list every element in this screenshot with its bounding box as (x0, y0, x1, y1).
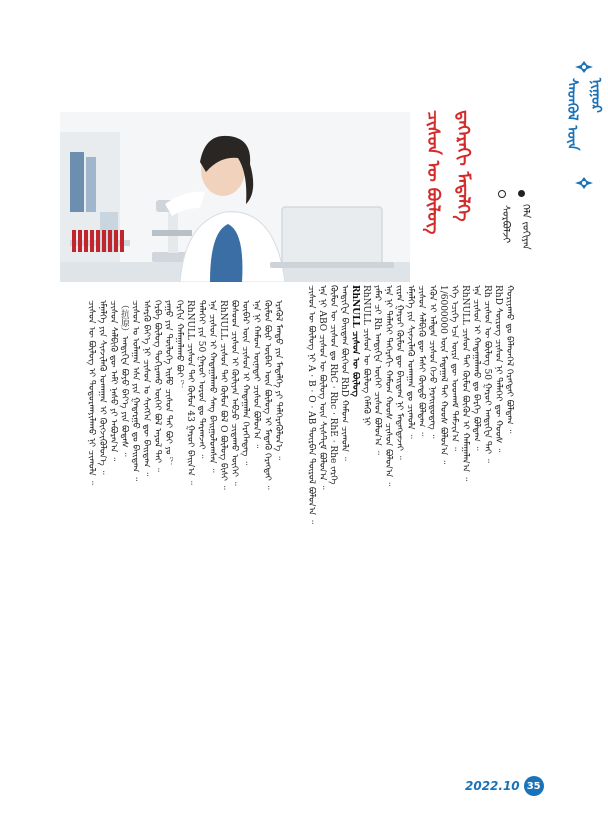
page-footer (465, 775, 545, 797)
text-line: ᠡᠭᠦᠨ ᠢ ᠠᠯᠲᠠᠨ ᠴᠢᠰᠤᠨ ᠭᠡᠵᠦ ᠨᠡᠷᠡᠢᠳᠦᠳᠡᠭ ᠃ (427, 285, 437, 439)
text-line: ᠴᠢᠰᠤᠨ ᠤ ᠤᠯᠠᠭᠠᠨ ᠡᠰᠡ ᠶᠢᠨ ᠭᠠᠳᠠᠷᠭᠤ ᠳᠤ ᠪᠠᠢᠳᠠᠭ ᠃ (130, 300, 140, 481)
text-line: RhNULL ᠴᠢᠰᠤᠨ ᠲᠠᠢ ᠬᠦᠮᠦᠨ ᠪᠣᠯ O ᠪᠦᠯᠦᠭ ᠪᠢᠰᠢ ᠃ (218, 300, 228, 490)
filled-circle-icon (518, 190, 525, 197)
ornament-icon (574, 176, 594, 190)
text-line: ᠬᠦᠮᠦᠨ ᠪᠦᠷ ᠥᠪᠡᠷ ᠦᠨ ᠪᠦᠯᠦᠭ ᠢ ᠮᠡᠳᠡᠬᠦ ᠬᠡᠷᠡᠭᠲᠡᠢ ᠃ (262, 300, 272, 490)
author-name: ᠬᠡᠯᠡ ᠵᠣᠬᠢᠶᠠᠨ (520, 204, 531, 250)
text-line: ᠠᠨᠲᠢᠭᠧᠨ ᠪᠠᠢᠳᠠᠭ ᠪᠥᠭᠡᠳ RhD ᠬᠠᠮᠤᠭ ᠴᠢᠬᠤᠯᠠ ᠃ (339, 285, 349, 461)
text-line: ᠴᠢᠰᠤᠨ ᠦ ᠪᠦᠯᠦᠭ ᠢ ᠲᠣᠳᠤᠷᠬᠠᠶᠢᠯᠠᠬᠤ ᠨᠢ ᠴᠢᠬᠤᠯᠠ ᠃ (86, 300, 96, 485)
text-line: ᠡᠮᠨᠡᠯᠭᠡ ᠶᠢᠨ ᠰᠢᠨᠵᠢᠯᠡᠬᠦ ᠤᠬᠠᠭᠠᠨ ᠳᠤ ᠴᠢᠬᠤᠯᠠ ᠃ (405, 285, 415, 439)
ornament-icon (574, 60, 594, 74)
text-line: ᠡᠨᠡ ᠨᠢ ᠳᠡᠯᠡᠬᠡᠢ ᠳᠡᠭᠡᠷᠡᠬᠢ ᠬᠠᠮᠤᠭ ᠬᠣᠤᠰ ᠴᠢᠰᠤᠨ ᠪᠣᠯᠤᠨ᠎ᠠ ᠃ (383, 285, 393, 487)
text-line: ᠬᠤᠷᠢᠶᠠᠬᠤ ᠳᠤ ᠪᠡᠯᠡᠳᠬᠡᠯ ᠬᠡᠷᠡᠭᠲᠡᠢ ᠪᠣᠯᠳᠠᠭ ᠃ (504, 285, 514, 434)
text-line: ᠡᠨᠡ ᠨᠢ ABO ᠴᠢᠰᠤᠨ ᠦ ᠪᠦᠯᠦᠭ ᠦᠨ ᠰᠢᠰᠲᠧᠮ ᠪᠣᠯᠤᠨ᠎ᠠ ᠃ (317, 285, 327, 490)
text-line: ᠡᠮᠨᠡᠯᠭᠡ ᠶᠢᠨ ᠰᠢᠨᠵᠢᠯᠡᠬᠦ ᠤᠬᠠᠭᠠᠨ ᠢ ᠬᠥᠭᠵᠢᠭᠦᠯᠦᠨ᠎ᠡ ᠃ (97, 300, 107, 475)
page-number: 35 (524, 776, 544, 796)
text-line: ᠡᠨᠡ ᠨᠢ ᠬᠠᠮᠤᠭ ᠦᠨᠡᠲᠡᠢ ᠴᠢᠰᠤᠨ ᠪᠣᠯᠤᠨ᠎ᠠ ᠃ (251, 300, 261, 449)
text-line: ᠡᠷᠡᠭᠦᠯ ᠮᠡᠨᠳᠦ ᠶᠢᠨ ᠮᠡᠳᠡᠯᠭᠡ ᠶᠢ ᠳᠡᠯᠭᠡᠷᠡᠭᠦᠯᠦᠨ᠎ᠡ ᠃ (273, 300, 283, 461)
text-line: ᠪᠤᠰᠤᠳ ᠴᠢᠰᠤᠨ ᠢ ᠬᠦᠯᠢᠶᠡᠨ ᠠᠪᠴᠤ ᠴᠢᠳᠠᠬᠤ ᠦᠭᠡᠢ ᠃ (229, 300, 239, 486)
text-line: ᠡᠨᠡ ᠴᠢᠰᠤᠨ ᠢ ᠬᠠᠳᠠᠭᠠᠯᠠᠬᠤ ᠳᠤ ᠪᠡᠷᠬᠡ ᠪᠣᠯᠳᠠᠭ ᠃ (471, 285, 481, 451)
article-title-line: ᠳ᠋ᠡᠭᠡᠷᠡᠬᠢ ᠮᠡᠳᠡᠯᠭᠡ (453, 110, 473, 222)
text-line: RhNULL ᠴᠢᠰᠤᠨ ᠲᠠᠢ ᠬᠦᠮᠦᠨ ᠪᠦᠬᠦᠨ ᠢ ᠬᠠᠮᠠᠭᠠᠯᠠᠨ᠎ᠠ ᠃ (460, 285, 470, 481)
text-line: ᠡᠨᠡ ᠴᠢᠰᠤᠨ ᠢ ᠬᠠᠳᠠᠭᠠᠯᠠᠬᠤ ᠰᠠᠩ ᠪᠠᠢᠭᠤᠯᠤᠭᠰᠠᠨ ᠃ (207, 300, 217, 473)
body-text-upper (305, 285, 530, 733)
text-line: ᠶᠠᠮᠠᠷ ᠴᠢ Rh ᠠᠨᠲᠢᠭᠧᠨ ᠦᠭᠡᠢ ᠴᠢᠰᠤᠨ ᠪᠣᠯᠤᠨ᠎ᠠ ᠃ (372, 285, 382, 455)
text-line: ᠡᠬᠡ ᠡᠴᠢᠭᠡ ᠡᠴᠡ ᠦᠷᠡ ᠳᠦ ᠤᠳᠬᠠᠮ ᠳᠠᠮᠵᠢᠨ᠎ᠠ ᠃ (449, 285, 459, 451)
text-line: ᠬᠡᠷᠪᠡ ᠪᠦᠯᠦᠭ ᠲᠣᠬᠢᠷᠠᠬᠤ ᠦᠭᠡᠢ ᠪᠣᠯ ᠠᠶᠤᠯ ᠲᠠᠢ ᠃ (152, 300, 162, 472)
text-line: ᠳᠡᠯᠡᠬᠡᠢ ᠶᠢᠨ 50 ᠭᠠᠷᠤᠢ ᠣᠷᠤᠨ ᠳᠤ ᠲᠠᠷᠬᠠᠵᠠᠢ ᠃ (196, 300, 206, 459)
text-line: ᠬᠡᠷᠬᠢᠨ ᠬᠠᠮᠠᠭᠠᠯᠠᠬᠤ ᠪᠣᠢ ？ (174, 300, 184, 390)
text-line: ᠴᠢᠰᠤᠨ ᠰᠡᠯᠪᠢᠬᠦ ᠳᠦ ᠮᠠᠰᠢ ᠬᠦᠨᠳᠦ ᠪᠣᠯᠳᠠᠭ ᠃ (416, 285, 426, 437)
text-line: 1/6000000 ᠦᠨ ᠮᠠᠳᠠᠭᠠᠯ ᠲᠠᠢ ᠬᠣᠤᠰ ᠪᠣᠯᠤᠨ᠎ᠠ ᠃ (438, 285, 448, 465)
text-line: RhD ᠰᠥᠷᠥᠭ ᠴᠢᠰᠤᠨ ᠨᠢ ᠳᠡᠯᠡᠬᠡᠢ ᠳᠦ ᠬᠣᠤᠰ ᠃ (493, 285, 503, 453)
issue-date: 2022.10 (465, 779, 520, 793)
text-line: ᠡᠰᠡᠷᠭᠦ ᠪᠡᠶ᠎ᠡ ᠨᠢ ᠴᠢᠰᠤᠨ ᠤ ᠰᠢᠩᠭᠡᠨ ᠳᠦ ᠪᠠᠢᠳᠠᠭ ᠃ (141, 300, 151, 477)
text-line: ᠬᠦᠮᠦᠨ ᠦ ᠴᠢᠰᠤᠨ ᠳᠤ RhC · Rhc · RhE · Rhe ᠵᠡᠷᠭᠡ (328, 285, 338, 485)
text-line: ᠴᠢᠰᠤᠨ ᠦ ᠪᠦᠯᠦᠭ ᠨᠢ A · B · O · AB ᠳᠦᠷᠪᠡᠨ ᠲᠥᠷᠥᠯ ᠪᠣᠯᠤᠨ᠎ᠠ ᠃ (306, 285, 316, 524)
section-title: ᠰᠡᠳᠬᠦᠯ ᠦᠨ ᠨᠢᠭᠤᠷ (564, 78, 604, 151)
author-name: ᠰᠤᠷᠪᠤᠯᠵᠢ (500, 205, 511, 244)
section-header (564, 60, 604, 190)
text-line: ᠴᠢᠰᠤᠨ ᠰᠡᠯᠪᠢᠬᠦ ᠳᠦ ᠠᠮᠢ ᠨᠠᠰᠤ ᠶᠢ ᠠᠪᠤᠷᠠᠨ᠎ᠠ ᠃ (108, 300, 118, 462)
text-line: ᠶᠠᠭᠤ ᠶᠢᠨ ᠲᠥᠯᠥᠭᠡ ᠡᠢᠮᠦ ᠴᠢᠰᠤᠨ ᠲᠠᠢ ᠪᠣᠢ ᠶᠤ ？ (163, 300, 173, 467)
text-line: RhNULL ᠴᠢᠰᠤᠨ ᠦ ᠪᠦᠯᠦᠭ ᠬᠡᠮᠡᠬᠦ ᠨᠢ (361, 285, 371, 426)
text-line: ᠥᠪᠡᠷ ᠦᠨ ᠴᠢᠰᠤᠨ ᠢ ᠬᠠᠳᠠᠭᠠᠯᠠᠨ ᠬᠡᠷᠡᠭᠯᠡᠳᠡᠭ ᠃ (240, 300, 250, 466)
text-line: RhNULL ᠴᠢᠰᠤᠨ ᠲᠠᠢ ᠬᠦᠮᠦᠨ 43 ᠭᠠᠷᠤᠢ ᠪᠠᠢᠨ᠎ᠠ ᠃ (185, 300, 195, 485)
open-circle-icon (498, 190, 506, 198)
body-text-lower (85, 300, 300, 740)
lab-scientist-photo (60, 112, 410, 282)
text-line: Rh ᠴᠢᠰᠤᠨ ᠦ ᠪᠦᠯᠦᠭ 50 ᠭᠠᠷᠤᠢ ᠠᠨᠲᠢᠭᠧᠨ ᠲᠠᠢ ᠃ (482, 285, 492, 463)
article-title-line: ᠴᠢᠰᠤᠨ ᠦ ᠪᠦᠯᠦᠭ (423, 110, 443, 235)
text-line: ᠵᠢᠷᠠᠨ ᠭᠠᠷᠤᠢ ᠬᠦᠮᠦᠨ ᠳᠦ ᠪᠠᠢᠳᠠᠭ ᠨᠢ ᠮᠡᠳᠡᠭᠳᠡᠵᠡᠢ ᠃ (394, 285, 404, 460)
subheading: RhNULL ᠴᠢᠰᠤᠨ ᠦ ᠪᠦᠯᠦᠭ (350, 285, 360, 397)
text-line: （抗原）ᠠᠨᠲᠢᠭᠧᠨ ᠪᠤᠶᠤ ᠪᠡᠶ᠎ᠡ ᠶᠢᠨ ᠪᠣᠳᠠᠰ ᠃ (119, 300, 129, 457)
